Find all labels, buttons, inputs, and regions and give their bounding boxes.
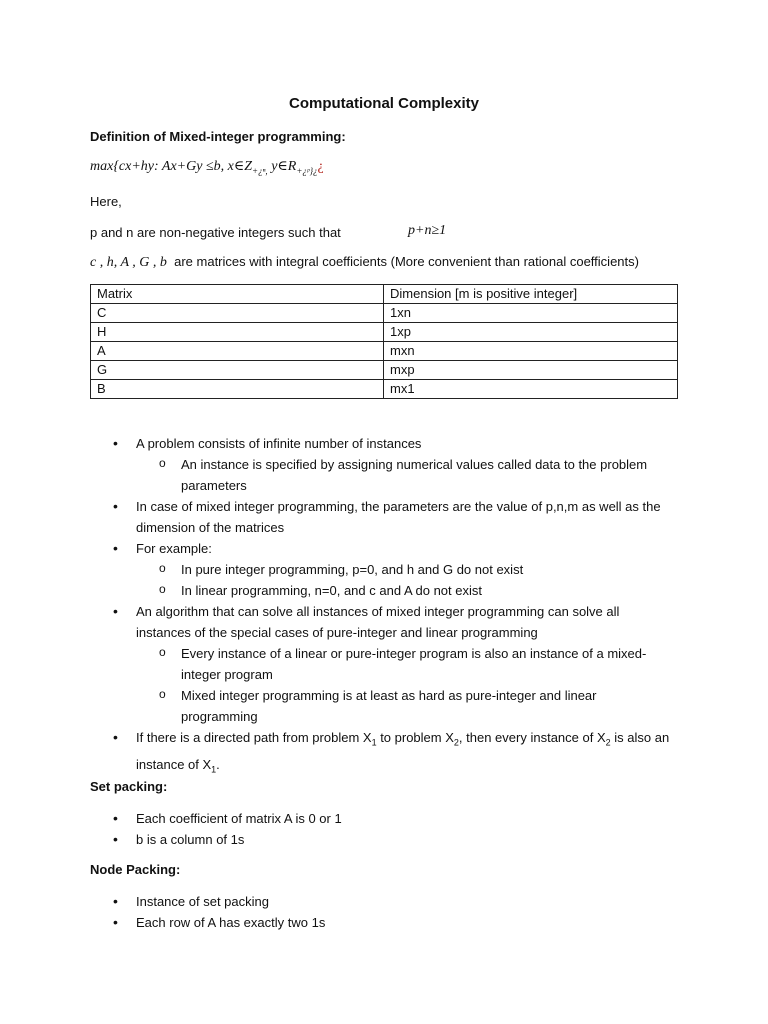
here-label: Here, bbox=[90, 194, 122, 209]
path-sub-4: 1 bbox=[211, 764, 217, 775]
path-text-e: . bbox=[216, 756, 220, 772]
node-packing-heading: Node Packing: bbox=[90, 862, 181, 877]
set-packing-heading: Set packing: bbox=[90, 779, 168, 794]
table-cell-dimension: mxn bbox=[384, 342, 678, 361]
pn-formula: p+n≥1 bbox=[408, 223, 447, 238]
path-text-c: , then every instance of X bbox=[458, 730, 606, 745]
list-item: • b is a column of 1s bbox=[0, 829, 676, 850]
table-cell-dimension: mxp bbox=[384, 361, 678, 380]
table-row bbox=[91, 380, 678, 399]
list-item: • Each coefficient of matrix A is 0 or 1 bbox=[0, 808, 676, 829]
formula-sub-z: +¿ⁿ, bbox=[252, 165, 268, 176]
path-text-a: If there is a directed path from problem X bbox=[136, 730, 372, 745]
table-header-row bbox=[91, 285, 678, 304]
formula-mid: y∈R bbox=[267, 159, 297, 174]
definition-heading: Definition of Mixed-integer programming: bbox=[90, 129, 346, 144]
table-cell-matrix: B bbox=[91, 380, 384, 399]
path-sub-1: 1 bbox=[371, 737, 377, 748]
formula-tail: ¿ bbox=[317, 159, 324, 174]
table-row bbox=[91, 304, 678, 323]
path-sub-2: 2 bbox=[453, 737, 459, 748]
table-row bbox=[91, 342, 678, 361]
table-cell-matrix: C bbox=[91, 304, 384, 323]
list-subitem: o In linear programming, n=0, and c and A do not exist bbox=[0, 580, 676, 601]
list-subitem: o In pure integer programming, p=0, and h and G do not exist bbox=[0, 559, 676, 580]
list-item: • A problem consists of infinite number of instances bbox=[0, 433, 676, 454]
list-item: • Instance of set packing bbox=[0, 891, 676, 912]
list-item: • Each row of A has exactly two 1s bbox=[0, 912, 676, 933]
list-subitem: o An instance is specified by assigning numerical values called data to the problem parameters bbox=[0, 454, 676, 496]
matrices-text: are matrices with integral coefficients (More convenient than rational coefficients) bbox=[174, 254, 639, 269]
table-header-matrix: Matrix bbox=[91, 285, 384, 304]
table-cell-dimension: mx1 bbox=[384, 380, 678, 399]
matrices-vars: c , h, A , G , b bbox=[90, 255, 167, 270]
matrix-dimension-table bbox=[90, 284, 678, 399]
table-cell-dimension: 1xn bbox=[384, 304, 678, 323]
formula-main: max{cx+hy: Ax+Gy ≤b, x∈Z bbox=[90, 159, 253, 174]
table-cell-dimension: 1xp bbox=[384, 323, 678, 342]
set-packing-list bbox=[0, 808, 768, 850]
mip-formula bbox=[90, 158, 324, 176]
table-row bbox=[91, 361, 678, 380]
list-item-directed-path bbox=[0, 727, 676, 780]
table-cell-matrix: A bbox=[91, 342, 384, 361]
table-cell-matrix: G bbox=[91, 361, 384, 380]
table-row bbox=[91, 323, 678, 342]
path-text-b: to problem X bbox=[376, 730, 454, 745]
list-item: • An algorithm that can solve all instances of mixed integer programming can solve all instances of the special cases of pure-integer and linear programming bbox=[0, 601, 676, 643]
table-header-dimension: Dimension [m is positive integer] bbox=[384, 285, 678, 304]
path-sub-3: 2 bbox=[605, 737, 611, 748]
node-packing-list bbox=[0, 891, 768, 933]
page-title: Computational Complexity bbox=[288, 95, 479, 112]
formula-sub-r: +¿ᵖ}¿ bbox=[296, 165, 318, 176]
list-item: • For example: bbox=[0, 538, 676, 559]
list-subitem: o Mixed integer programming is at least as hard as pure-integer and linear programming bbox=[0, 685, 676, 727]
main-bullet-list bbox=[0, 433, 768, 780]
matrices-line bbox=[90, 254, 639, 271]
list-subitem: o Every instance of a linear or pure-integer program is also an instance of a mixed-integer program bbox=[0, 643, 676, 685]
list-item: • In case of mixed integer programming, the parameters are the value of p,n,m as well as the dimension of the matrices bbox=[0, 496, 676, 538]
path-text-d: is also an instance of X bbox=[136, 730, 670, 772]
table-cell-matrix: H bbox=[91, 323, 384, 342]
pn-text: p and n are non-negative integers such that bbox=[90, 225, 341, 240]
